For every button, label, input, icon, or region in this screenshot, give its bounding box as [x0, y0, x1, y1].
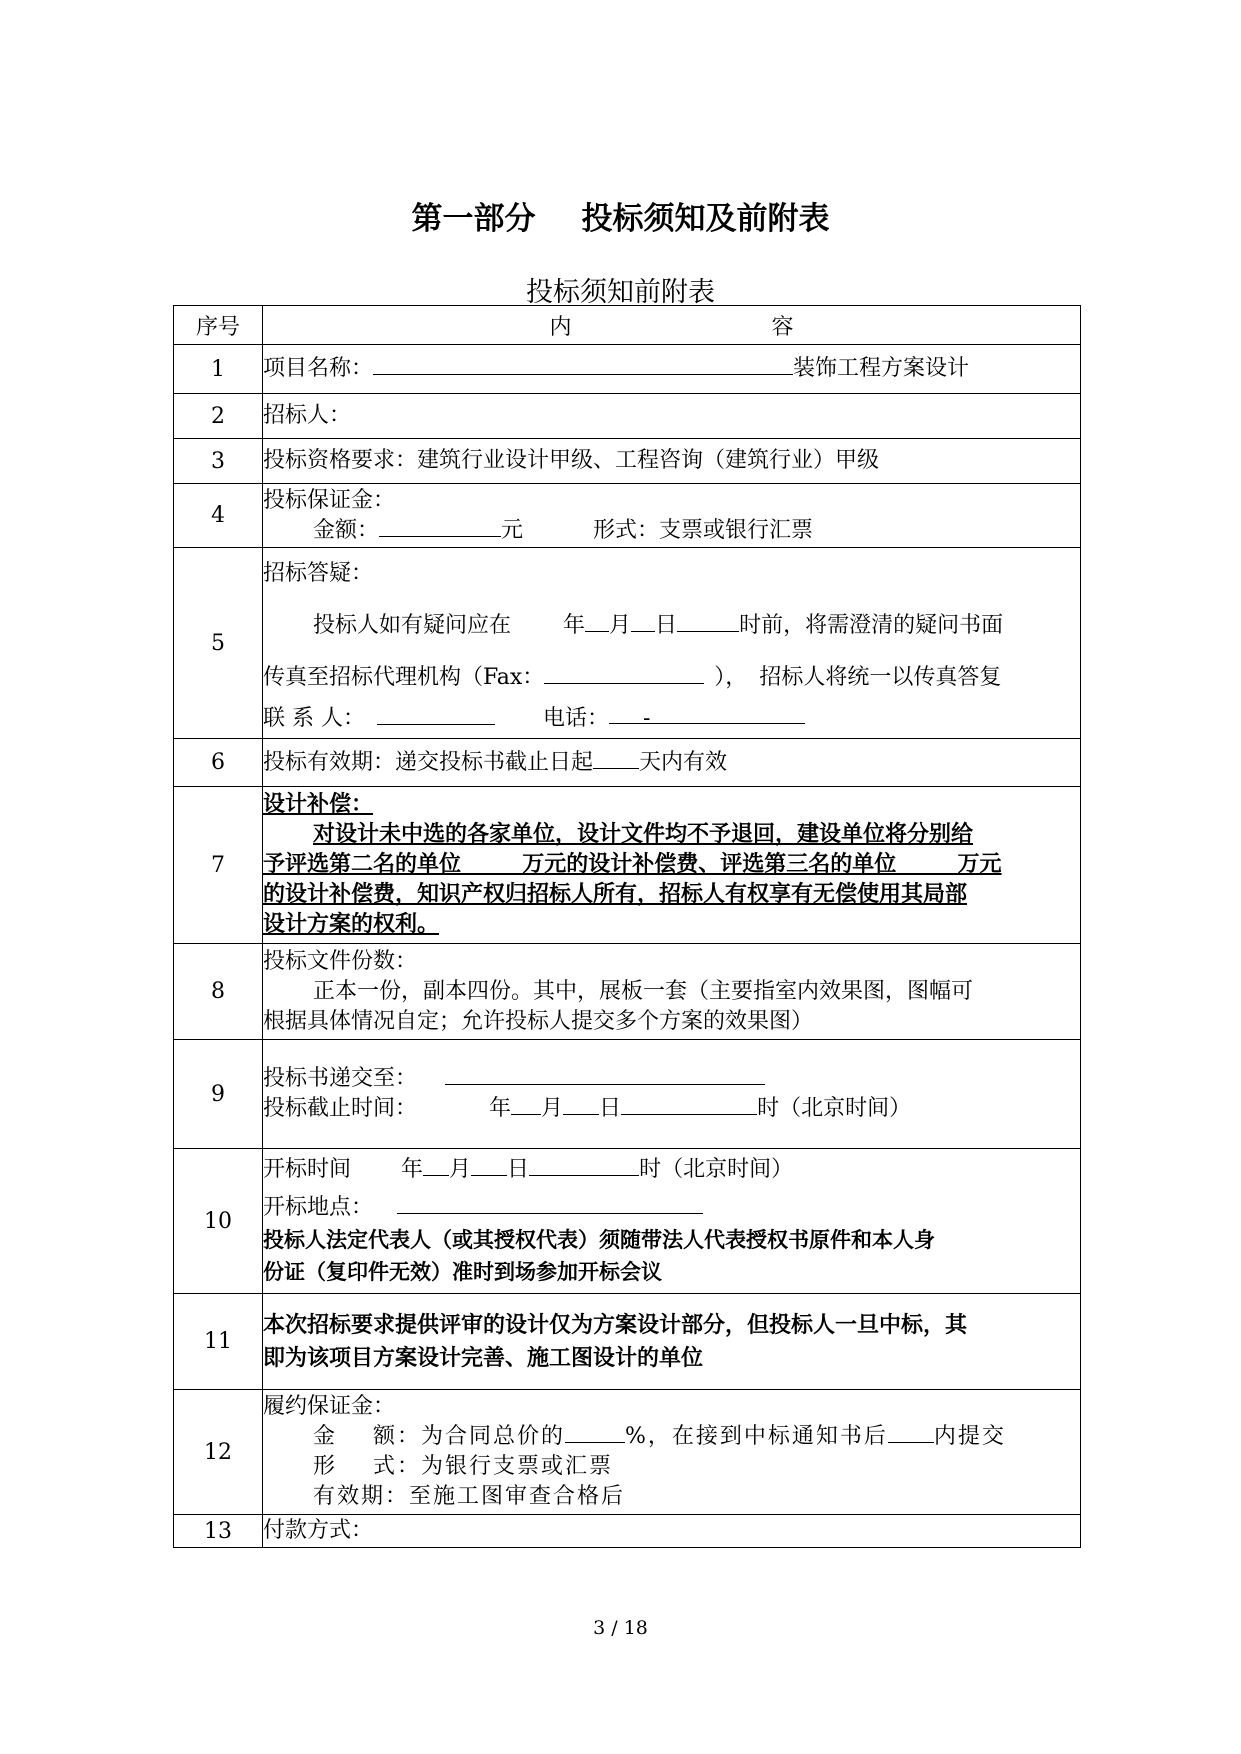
row-num: 1 [174, 345, 263, 394]
row-num: 10 [174, 1149, 263, 1294]
row-num: 12 [174, 1390, 263, 1515]
header-content: 内 容 [263, 306, 1081, 345]
row-num: 7 [174, 787, 263, 944]
table-row [174, 944, 1081, 1040]
row-content: 本次招标要求提供评审的设计仅为方案设计部分，但投标人一旦中标，其 即为该项目方案设计完善、施工图设计的单位 [263, 1294, 1081, 1390]
table-row [174, 739, 1081, 787]
row-num: 6 [174, 739, 263, 787]
row-content: 投标保证金： 金额： 元 形式：支票或银行汇票 [263, 484, 1081, 548]
part-title: 投标须知及前附表 [581, 201, 830, 237]
row-content: 招标答疑： 投标人如有疑问应在 年 月 日 时前，将需澄清的疑问书面 传真至招标代理机构（Fax： ）， 招标人将统一以传真答复 联 系 人： 电话： - [263, 548, 1081, 739]
table-row [174, 1515, 1081, 1548]
table-row [174, 1294, 1081, 1390]
row-content: 投标书递交至： 投标截止时间： 年 月 日 时（北京时间） [263, 1040, 1081, 1149]
table-row [174, 1040, 1081, 1149]
table-row [174, 1390, 1081, 1515]
table-row [174, 345, 1081, 394]
table-row [174, 394, 1081, 439]
table-row [174, 1149, 1081, 1294]
row-content: 投标有效期：递交投标书截止日起 天内有效 [263, 739, 1081, 787]
table-title: 投标须知前附表 [526, 277, 715, 308]
table-row [174, 484, 1081, 548]
row-num: 8 [174, 944, 263, 1040]
table-row [174, 548, 1081, 739]
row-content: 开标时间 年 月 日 时（北京时间） 开标地点： 投标人法定代表人（或其授权代表）须随带法人代表授权书原件和本人身 份证（复印件无效）准时到场参加开标会议 [263, 1149, 1081, 1294]
table-row [174, 439, 1081, 484]
header-num: 序号 [174, 306, 263, 345]
row-num: 13 [174, 1515, 263, 1548]
row-content: 招标人： [263, 394, 1081, 439]
row-num: 3 [174, 439, 263, 484]
row-content: 设计补偿： 对设计未中选的各家单位，设计文件均不予退回，建设单位将分别给 予评选第二名的单位 万元的设计补偿费、评选第三名的单位 万元 的设计补偿费，知识产权归招标人所有，招标人有权享有无偿使用其局部 设计方案的权利。 [263, 787, 1081, 944]
page-number: 3 / 18 [593, 1617, 648, 1639]
row-content: 付款方式： [263, 1515, 1081, 1548]
table-header-row [174, 306, 1081, 345]
row-content: 投标文件份数： 正本一份，副本四份。其中，展板一套（主要指室内效果图，图幅可 根据具体情况自定；允许投标人提交多个方案的效果图） [263, 944, 1081, 1040]
page-title [0, 193, 1241, 238]
row-content: 项目名称： 装饰工程方案设计 [263, 345, 1081, 394]
row-num: 5 [174, 548, 263, 739]
table-row [174, 787, 1081, 944]
row-num: 9 [174, 1040, 263, 1149]
row-num: 11 [174, 1294, 263, 1390]
part-label: 第一部分 [411, 201, 536, 237]
appendix-table [173, 305, 1081, 1548]
row-content: 履约保证金： 金 额：为合同总价的 %，在接到中标通知书后 内提交 形 式：为银行支票或汇票 有效期：至施工图审查合格后 [263, 1390, 1081, 1515]
row-content: 投标资格要求：建筑行业设计甲级、工程咨询（建筑行业）甲级 [263, 439, 1081, 484]
row-num: 4 [174, 484, 263, 548]
row-num: 2 [174, 394, 263, 439]
